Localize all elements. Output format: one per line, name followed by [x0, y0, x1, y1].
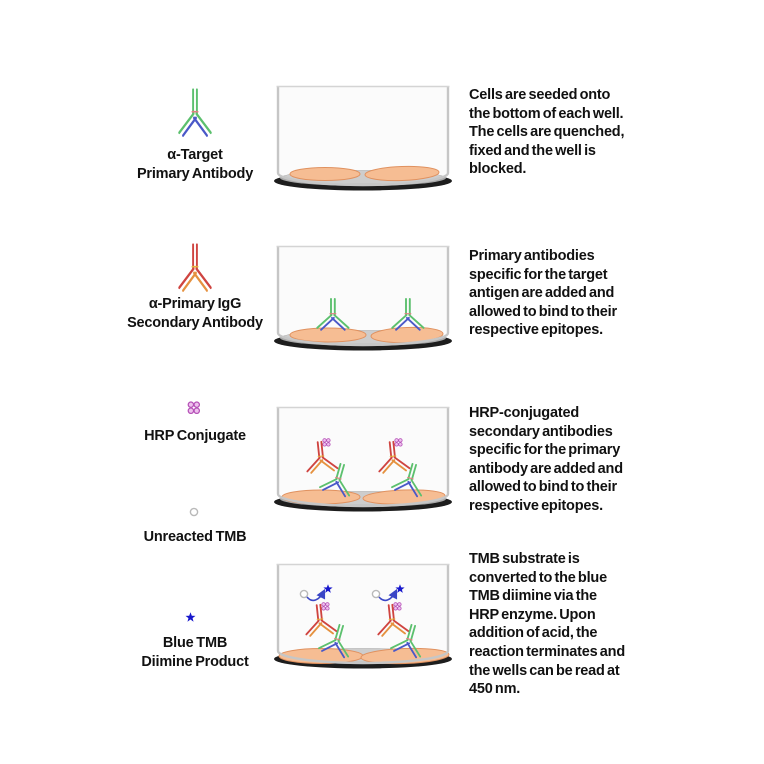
hrp-conjugate-icon [187, 401, 201, 415]
well-step-2 [273, 241, 453, 359]
blue-tmb-diimine-label [95, 634, 295, 672]
legend-line: Primary Antibody [136, 166, 254, 182]
description-line: specific for the target [469, 266, 608, 283]
legend-line: Blue TMB [162, 635, 228, 651]
legend-line: Secondary Antibody [127, 315, 263, 331]
unreacted-tmb-icon [188, 506, 200, 518]
well-step-3 [273, 402, 453, 520]
description-line: antibody are added and [469, 460, 623, 477]
primary-antibody-icon [174, 87, 216, 139]
description-line: The cells are quenched, [469, 124, 625, 141]
description-line: the wells can be read at [469, 662, 620, 679]
legend-line: Unreacted TMB [143, 529, 247, 545]
description-line: 450 nm. [469, 681, 521, 698]
well-step-4 [273, 559, 453, 677]
secondary-antibody-icon [174, 242, 216, 294]
legend-line: α-Primary IgG [148, 296, 242, 312]
description-line: TMB diimine via the [469, 588, 597, 605]
blue-tmb-diimine-icon [184, 611, 197, 624]
legend-line: Diimine Product [141, 654, 249, 670]
description-line: TMB substrate is [469, 551, 580, 567]
step-1-description [469, 86, 624, 179]
primary-antibody-label [95, 146, 295, 184]
description-line: antigen are added and [469, 285, 615, 302]
description-line: allowed to bind to their [469, 479, 617, 496]
description-line: the bottom of each well. [469, 105, 624, 122]
legend-line: α-Target [167, 147, 223, 163]
description-line: blocked. [469, 161, 527, 178]
description-line: respective epitopes. [469, 497, 603, 514]
legend-line: HRP Conjugate [144, 428, 246, 444]
description-line: reaction terminates and [469, 643, 625, 660]
step-2-description [469, 247, 617, 340]
unreacted-tmb-label [95, 528, 295, 547]
description-line: Cells are seeded onto [469, 87, 611, 103]
secondary-antibody-label [95, 295, 295, 333]
description-line: HRP enzyme. Upon [469, 606, 596, 623]
description-line: secondary antibodies [469, 423, 613, 440]
description-line: addition of acid, the [469, 625, 598, 642]
description-line: fixed and the well is [469, 142, 596, 159]
hrp-conjugate-label [95, 427, 295, 446]
description-line: allowed to bind to their [469, 303, 617, 320]
step-4-description [469, 550, 625, 699]
description-line: specific for the primary [469, 442, 621, 459]
description-line: HRP-conjugated [469, 405, 579, 421]
description-line: converted to the blue [469, 569, 607, 586]
well-step-1 [273, 81, 453, 199]
step-3-description [469, 404, 623, 516]
description-line: Primary antibodies [469, 248, 595, 264]
description-line: respective epitopes. [469, 322, 603, 339]
